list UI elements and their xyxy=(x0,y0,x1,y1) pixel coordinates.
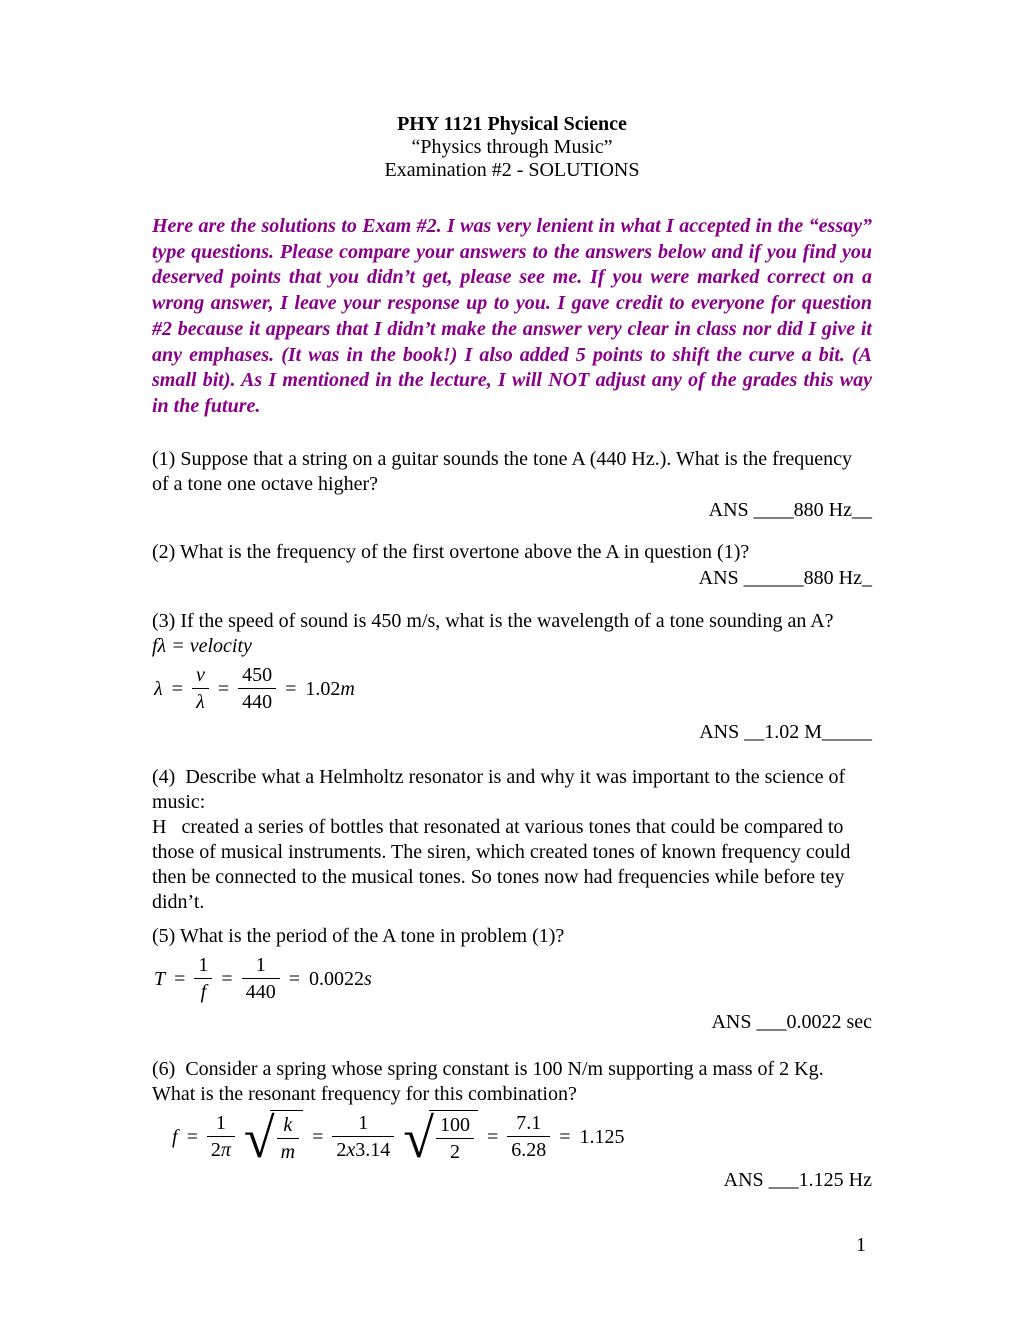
exam-heading: Examination #2 - SOLUTIONS xyxy=(384,159,640,181)
fraction-denominator: 2π xyxy=(210,1139,231,1162)
fraction-denominator: f xyxy=(200,981,207,1004)
fraction xyxy=(507,1112,550,1161)
document-content xyxy=(152,113,872,1193)
question-6-text-line2: What is the resonant frequency for this combination? xyxy=(152,1082,577,1105)
equals-sign: = xyxy=(174,967,186,990)
question-1-answer-line: ANS ____880 Hz__ xyxy=(708,498,872,521)
course-subtitle: “Physics through Music” xyxy=(411,136,613,158)
equals-sign: = xyxy=(288,967,300,990)
fraction-denominator: 440 xyxy=(242,691,273,714)
fraction-denominator: 6.28 xyxy=(511,1139,547,1162)
formula-result: 1.125 xyxy=(579,1125,625,1148)
equals-sign: = xyxy=(221,967,233,990)
fraction-numerator: k xyxy=(277,1114,299,1139)
fraction-denominator: 440 xyxy=(245,981,276,1004)
fraction-numerator: 1 xyxy=(332,1112,394,1137)
fraction-numerator: 100 xyxy=(436,1114,474,1139)
formula-lhs: λ xyxy=(154,677,163,700)
question-5 xyxy=(152,924,872,1035)
formula-result: 0.0022s xyxy=(308,967,372,990)
question-3-formula xyxy=(154,662,872,716)
question-6 xyxy=(152,1057,872,1193)
question-6-text-line1: (6) Consider a spring whose spring constant is 100 N/m supporting a mass of 2 Kg. xyxy=(152,1057,824,1080)
question-6-formula xyxy=(172,1107,872,1170)
fraction-denominator: 2x3.14 xyxy=(336,1139,391,1162)
question-5-answer-line: ANS ___0.0022 sec xyxy=(711,1010,872,1033)
page-title: PHY 1121 Physical Science xyxy=(397,113,627,135)
fraction xyxy=(194,954,212,1003)
fraction xyxy=(436,1114,474,1163)
fraction xyxy=(332,1112,394,1161)
fraction-numerator: 1 xyxy=(194,954,212,979)
equals-sign: = xyxy=(312,1125,324,1148)
fraction xyxy=(192,664,209,713)
equals-sign: = xyxy=(217,677,230,700)
formula-lhs: T xyxy=(154,967,166,990)
square-root xyxy=(243,1107,303,1170)
question-5-text: (5) What is the period of the A tone in problem (1)? xyxy=(152,924,565,947)
formula-lhs: f xyxy=(172,1125,178,1148)
fraction xyxy=(238,664,276,713)
square-root xyxy=(403,1107,478,1170)
fraction-numerator: 1 xyxy=(207,1112,235,1137)
fraction xyxy=(207,1112,235,1161)
question-1-text: (1) Suppose that a string on a guitar sounds the tone A (440 Hz.). What is the frequency of a tone one octave higher? xyxy=(152,447,853,495)
question-6-answer-line: ANS ___1.125 Hz xyxy=(723,1168,872,1191)
question-5-formula xyxy=(154,952,872,1006)
radicand xyxy=(429,1110,478,1163)
question-1 xyxy=(152,447,872,523)
question-2 xyxy=(152,540,872,591)
fraction-denominator: m xyxy=(280,1141,296,1164)
question-2-text: (2) What is the frequency of the first overtone above the A in question (1)? xyxy=(152,540,750,563)
radical-sign: √ xyxy=(403,1107,434,1170)
radical-sign: √ xyxy=(243,1107,275,1170)
question-3-text: (3) If the speed of sound is 450 m/s, what is the wavelength of a tone sounding an A? xyxy=(152,609,834,632)
question-4-text: (4) Describe what a Helmholtz resonator is and why it was important to the science of music: xyxy=(152,765,846,813)
question-3-formula-intro: fλ = velocity xyxy=(152,634,252,657)
fraction-numerator: v xyxy=(192,664,209,689)
question-3 xyxy=(152,609,872,745)
title-block xyxy=(152,113,872,182)
equals-sign: = xyxy=(171,677,183,700)
question-4-essay-answer: H created a series of bottles that resonated at various tones that could be compared to those of musical instruments. The siren, which created tones of known frequency could then be connected to the musical tones. So tones now had frequencies while before tey didn’t. xyxy=(152,815,851,913)
fraction-numerator: 7.1 xyxy=(507,1112,550,1137)
equals-sign: = xyxy=(559,1125,571,1148)
fraction xyxy=(277,1114,299,1163)
formula-result: 1.02m xyxy=(305,677,355,700)
equals-sign: = xyxy=(285,677,297,700)
result-unit: s xyxy=(363,967,372,990)
fraction-numerator: 450 xyxy=(238,664,276,689)
page-number: 1 xyxy=(856,1234,866,1256)
fraction xyxy=(242,954,280,1003)
fraction-denominator: λ xyxy=(196,691,205,714)
question-2-answer-line: ANS ______880 Hz_ xyxy=(698,566,872,589)
equals-sign: = xyxy=(486,1125,499,1148)
instructor-note: Here are the solutions to Exam #2. I was very lenient in what I accepted in the “essay” type questions. Please compare your answers to the answers below and if you find you deserved points that you didn’t get, please see me. If you were marked correct on a wrong answer, I leave your response up to you. I gave credit to everyone for question #2 because it appears that I didn’t make the answer very clear in class nor did I give it any emphases. (It was in the book!) I also added 5 points to shift the curve a bit. (A small bit). As I mentioned in the lecture, I will NOT adjust any of the grades this way in the future. xyxy=(152,215,872,417)
question-4 xyxy=(152,765,872,915)
fraction-denominator: 2 xyxy=(449,1141,460,1164)
fraction-numerator: 1 xyxy=(242,954,280,979)
result-unit: m xyxy=(340,677,355,700)
question-3-answer-line: ANS __1.02 M_____ xyxy=(699,720,872,743)
equals-sign: = xyxy=(186,1125,198,1148)
